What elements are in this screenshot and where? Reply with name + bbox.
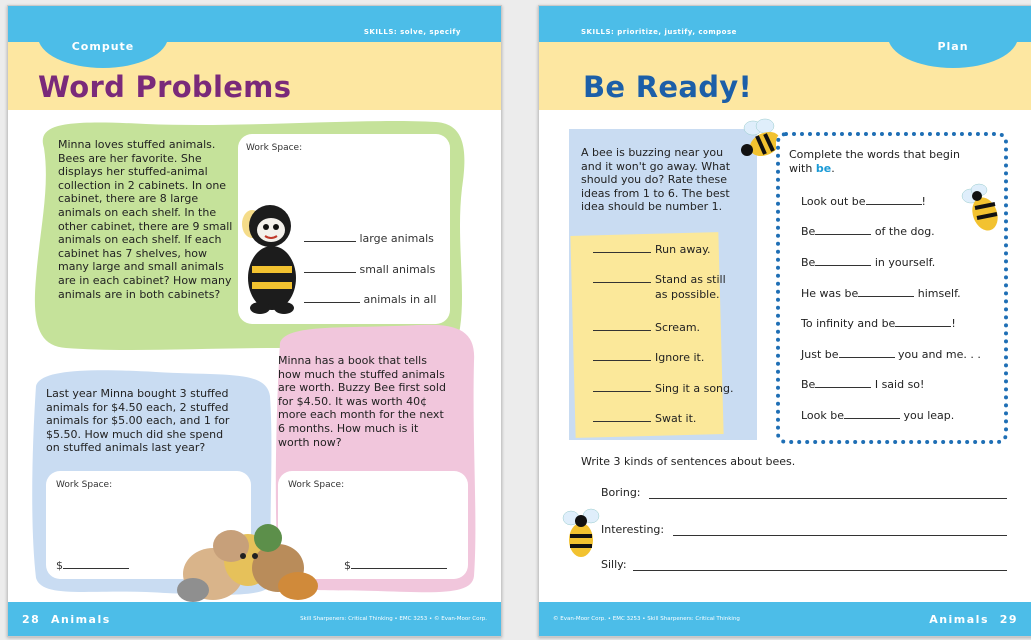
option-scream[interactable]: [593, 320, 700, 335]
sentence-line[interactable]: [633, 560, 1007, 571]
sentence-interesting[interactable]: [601, 523, 1007, 536]
option-label: Scream.: [655, 321, 701, 334]
text-line: animals are in both cabinets?: [58, 287, 221, 301]
answer-animals-in-all[interactable]: [304, 292, 436, 306]
problem-1-text: [58, 138, 248, 301]
text-line: should you do? Rate these: [581, 173, 727, 187]
text-line: Bees are her favorite. She: [58, 151, 202, 165]
right-page: [538, 5, 1031, 637]
option-swat[interactable]: [593, 411, 696, 426]
dollar-answer[interactable]: [56, 558, 129, 572]
text-line: many large and small animals: [58, 260, 224, 274]
fill-prefix: Look out be: [801, 195, 866, 208]
fill-word-7[interactable]: [801, 377, 924, 391]
fill-blank[interactable]: [844, 408, 900, 419]
fill-blank[interactable]: [839, 347, 895, 358]
text-line: Complete the words that begin: [789, 148, 960, 161]
fill-blank[interactable]: [866, 194, 922, 205]
work-space-label: Work Space:: [288, 480, 345, 490]
with-text: with: [789, 161, 813, 175]
option-run-away[interactable]: [593, 242, 711, 257]
text-line: are worth. Buzzy Bee first sold: [278, 381, 446, 395]
text-line: cabinet has 7 shelves, how: [58, 246, 208, 260]
page-footer-left: [22, 613, 111, 626]
fill-word-8[interactable]: [801, 408, 954, 422]
dollar-sign: $: [56, 559, 63, 572]
text-line: collection in 2 cabinets. In one: [58, 178, 227, 192]
text-line: ideas from 1 to 6. The best: [581, 186, 730, 200]
page-footer-right: [929, 613, 1018, 626]
text-line: displays her stuffed-animal: [58, 165, 208, 179]
fill-word-3[interactable]: [801, 255, 935, 269]
fill-word-4[interactable]: [801, 286, 961, 300]
intro-text: [581, 146, 756, 214]
text-line: on stuffed animals last year?: [46, 441, 206, 455]
sentence-label: Boring:: [601, 486, 641, 499]
skills-label: SKILLS: solve, specify: [363, 28, 461, 36]
text-line: cabinet, there are 8 large: [58, 192, 199, 206]
option-label: Swat it.: [655, 412, 697, 425]
fill-word-1[interactable]: [801, 194, 926, 208]
answer-line[interactable]: [304, 231, 356, 242]
skills-label: SKILLS: prioritize, justify, compose: [581, 28, 737, 36]
text-line: idea should be number 1.: [581, 200, 723, 214]
text-line: animals for $5.00 each, and 1 for: [46, 414, 230, 428]
answer-line[interactable]: [63, 558, 129, 569]
problem-2-text: [46, 387, 261, 455]
fill-blank[interactable]: [815, 377, 871, 388]
text-line: how much the stuffed animals: [278, 367, 445, 381]
stuffed-animals-illustration: [173, 516, 323, 602]
text-line: Minna has a book that tells: [278, 354, 427, 367]
fill-suffix: you and me. . .: [898, 348, 981, 361]
text-line: [789, 162, 989, 176]
option-stand-still[interactable]: [593, 272, 726, 287]
footer-bar: [539, 602, 1031, 636]
fill-suffix: of the dog.: [874, 225, 935, 238]
option-ignore[interactable]: [593, 350, 704, 365]
option-label: Sing it a song.: [655, 382, 734, 395]
bee-icon: [561, 504, 605, 562]
text-line: Minna loves stuffed animals.: [58, 138, 216, 151]
text-line: animals on each shelf. If each: [58, 233, 222, 247]
fill-suffix: in yourself.: [874, 256, 936, 269]
answer-large-animals[interactable]: [304, 231, 434, 245]
fill-prefix: Be: [801, 256, 816, 269]
dollar-sign: $: [344, 559, 351, 572]
text-line: Last year Minna bought 3 stuffed: [46, 387, 229, 400]
tab-label: Compute: [71, 40, 135, 53]
fill-suffix: you leap.: [903, 409, 955, 422]
rating-blank[interactable]: [593, 272, 651, 283]
text-line: 6 months. How much is it: [278, 421, 419, 435]
fill-blank[interactable]: [815, 255, 871, 266]
text-line: other cabinet, there are 9 small: [58, 219, 233, 233]
period: .: [831, 161, 835, 175]
plush-bee-illustration: [240, 196, 310, 316]
fill-blank[interactable]: [858, 286, 914, 297]
bee-icon: [957, 178, 1007, 234]
section-name: Animals: [50, 613, 111, 626]
be-word: be: [815, 161, 832, 175]
text-line: animals for $4.50 each, 2 stuffed: [46, 400, 229, 414]
footer-bar: [8, 602, 501, 636]
fill-suffix: !: [921, 195, 926, 208]
yellow-note: [570, 232, 723, 438]
answer-line[interactable]: [304, 292, 360, 303]
complete-instructions: [789, 148, 989, 175]
text-line: animals on each shelf. In the: [58, 205, 217, 219]
fill-prefix: Look be: [801, 409, 845, 422]
text-line: $5.50. How much did she spend: [46, 427, 224, 441]
rating-blank[interactable]: [593, 242, 651, 253]
tab-label: Plan: [937, 40, 969, 53]
answer-label: small animals: [359, 263, 436, 276]
text-line: worth now?: [278, 435, 342, 449]
credit-line: Skill Sharpeners: Critical Thinking • EMC 3253 • © Evan-Moor Corp.: [300, 616, 487, 622]
answer-line[interactable]: [304, 262, 356, 273]
credit-line: © Evan-Moor Corp. • EMC 3253 • Skill Sharpeners: Critical Thinking: [553, 616, 740, 622]
fill-word-5[interactable]: [801, 316, 956, 330]
option-label: Run away.: [655, 243, 711, 256]
page-number: 28: [22, 613, 41, 626]
problem-3-text: [278, 354, 468, 449]
option-sing[interactable]: [593, 381, 734, 396]
answer-label: animals in all: [363, 293, 437, 306]
fill-blank[interactable]: [815, 224, 871, 235]
fill-suffix: himself.: [917, 287, 961, 300]
sentence-label: Silly:: [601, 558, 627, 571]
fill-prefix: He was be: [801, 287, 859, 300]
fill-prefix: Just be: [801, 348, 839, 361]
option-label: Stand as still: [655, 273, 726, 286]
work-space-label: Work Space:: [246, 143, 303, 153]
page-number: 29: [999, 613, 1018, 626]
section-name: Animals: [929, 613, 990, 626]
left-page: [7, 5, 502, 637]
sentence-boring[interactable]: [601, 486, 1007, 499]
fill-prefix: Be: [801, 225, 816, 238]
page-title: Word Problems: [38, 70, 292, 104]
sentence-line[interactable]: [649, 488, 1007, 499]
sentence-line[interactable]: [673, 525, 1007, 536]
answer-label: large animals: [359, 232, 434, 245]
text-line: A bee is buzzing near you: [581, 146, 724, 159]
rating-blank[interactable]: [593, 320, 651, 331]
dollar-answer[interactable]: [344, 558, 447, 572]
option-stand-still-cont: [655, 288, 720, 302]
answer-small-animals[interactable]: [304, 262, 435, 276]
sentence-silly[interactable]: [601, 558, 1007, 571]
option-label: as possible.: [655, 288, 720, 301]
fill-prefix: To infinity and be: [801, 317, 896, 330]
rating-blank[interactable]: [593, 411, 651, 422]
fill-suffix: I said so!: [874, 378, 925, 391]
text-line: and it won't go away. What: [581, 159, 731, 173]
text-line: are in each cabinet? How many: [58, 273, 232, 287]
answer-line[interactable]: [351, 558, 447, 569]
fill-word-6[interactable]: [801, 347, 981, 361]
sentence-label: Interesting:: [601, 523, 665, 536]
rating-blank[interactable]: [593, 350, 651, 361]
page-title: Be Ready!: [583, 70, 753, 104]
rating-blank[interactable]: [593, 381, 651, 392]
fill-prefix: Be: [801, 378, 816, 391]
text-line: more each month for the next: [278, 408, 444, 422]
fill-word-2[interactable]: [801, 224, 935, 238]
fill-blank[interactable]: [895, 316, 951, 327]
option-label: Ignore it.: [655, 351, 705, 364]
work-space-label: Work Space:: [56, 480, 113, 490]
fill-suffix: !: [951, 317, 956, 330]
text-line: for $4.50. It was worth 40¢: [278, 394, 428, 408]
write-prompt: Write 3 kinds of sentences about bees.: [581, 455, 796, 468]
